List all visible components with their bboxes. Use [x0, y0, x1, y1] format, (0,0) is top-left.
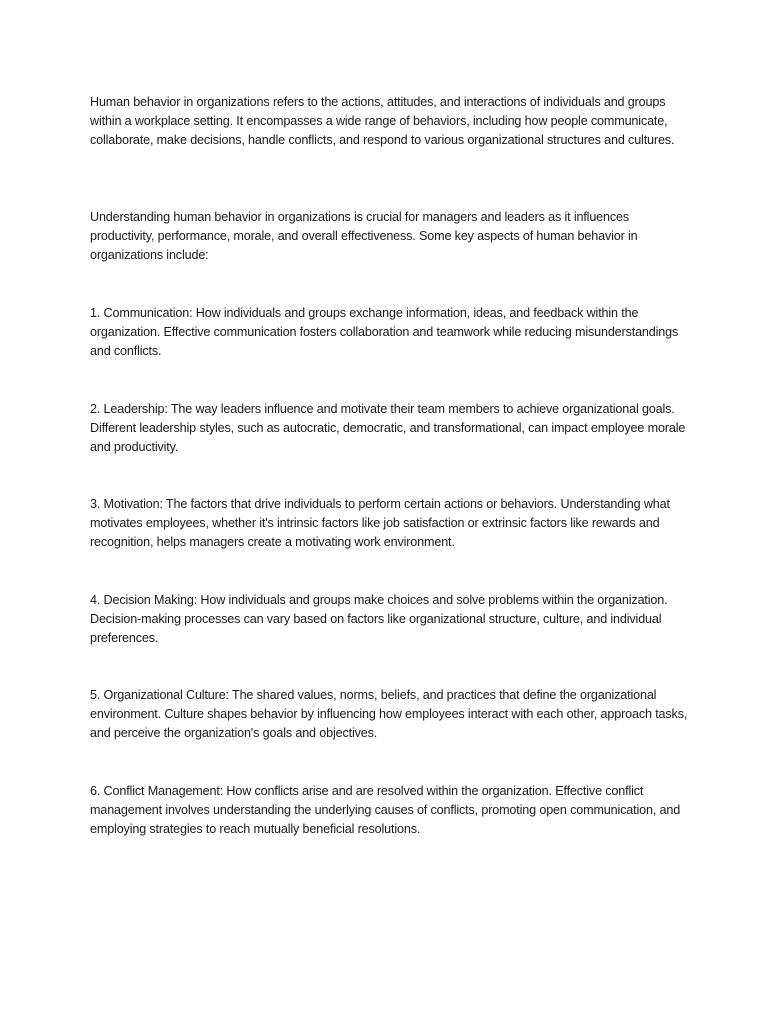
intro-paragraph: Human behavior in organizations refers to the actions, attitudes, and interactions of individuals and groups within a workplace setting. It encompasses a wide range of behaviors, including how people communicate, collaborate, make decisions, handle conflicts, and respond to various organizational structures and cultures. [90, 95, 675, 147]
list-item-organizational-culture: 5. Organizational Culture: The shared values, norms, beliefs, and practices that define the organizational environment. Culture shapes behavior by influencing how employees interact with each other, approach tasks, and perceive the organization's goals and objectives. [90, 688, 688, 740]
overview-paragraph: Understanding human behavior in organizations is crucial for managers and leaders as it influences productivity, performance, morale, and overall effectiveness. Some key aspects of human behavior in organizations include: [90, 210, 638, 262]
list-item-conflict-management: 6. Conflict Management: How conflicts arise and are resolved within the organization. Effective conflict management involves understanding the underlying causes of conflicts, promoting open communication, and employing strategies to reach mutually beneficial resolutions. [90, 784, 681, 836]
list-item-motivation: 3. Motivation: The factors that drive individuals to perform certain actions or behaviors. Understanding what motivates employees, whether it's intrinsic factors like job satisfaction or extrinsic factors like rewards and recognition, helps managers create a motivating work environment. [90, 497, 670, 549]
list-item-leadership: 2. Leadership: The way leaders influence and motivate their team members to achieve organizational goals. Different leadership styles, such as autocratic, democratic, and transformational, can impact employee morale and productivity. [90, 402, 686, 454]
list-item-communication: 1. Communication: How individuals and groups exchange information, ideas, and feedback within the organization. Effective communication fosters collaboration and teamwork while reducing misunderstandings and conflicts. [90, 306, 679, 358]
list-item-decision-making: 4. Decision Making: How individuals and groups make choices and solve problems within the organization. Decision-making processes can vary based on factors like organizational structure, culture, and individual preferences. [90, 593, 668, 645]
